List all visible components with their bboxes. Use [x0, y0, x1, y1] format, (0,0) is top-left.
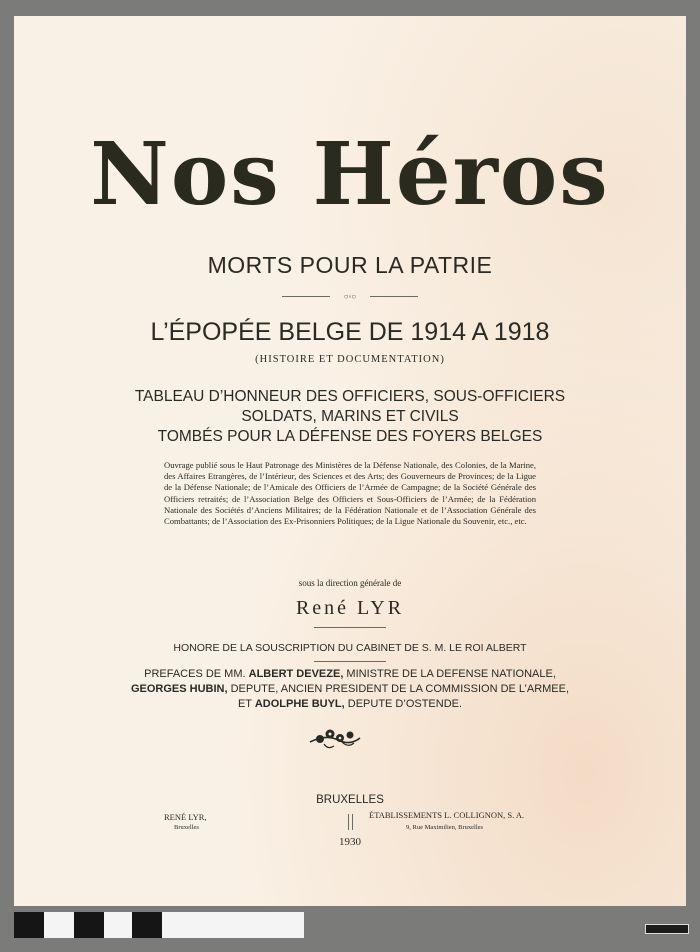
honore-text: HONORE DE LA SOUSCRIPTION DU CABINET DE S. M. LE ROI ALBERT — [173, 642, 527, 654]
honore-line — [14, 642, 686, 654]
scale-block-6 — [162, 912, 304, 938]
ornament-icon: ○◦○ — [343, 292, 357, 301]
divider-short — [314, 627, 386, 628]
tableau-line-1: TABLEAU D’HONNEUR DES OFFICIERS, SOUS-OFFICIERS — [134, 388, 566, 405]
city-bar-2 — [352, 814, 353, 830]
flower-ornament-icon — [306, 724, 364, 752]
divider-short-2 — [314, 661, 386, 662]
divider-right — [370, 296, 418, 297]
director-name: René LYR — [295, 597, 405, 619]
city-bar-1 — [348, 814, 349, 830]
preface-author-hubin: GEORGES HUBIN, — [130, 683, 228, 695]
left-city: Bruxelles — [174, 824, 199, 831]
prefaces-line-2 — [14, 683, 686, 695]
preface-author-buyl: ADOLPHE BUYL, — [254, 698, 345, 710]
epopee-heading: L’ÉPOPÉE BELGE DE 1914 A 1918 — [150, 318, 550, 346]
preface-role-hubin: DEPUTE, ANCIEN PRESIDENT DE LA COMMISSION DE L’ARMEE, — [227, 683, 570, 695]
prefaces-label: PREFACES DE MM. — [144, 668, 249, 680]
tableau-line-3: TOMBÉS POUR LA DÉFENSE DES FOYERS BELGES — [157, 428, 543, 445]
city: BRUXELLES — [316, 794, 384, 806]
year: 1930 — [339, 836, 361, 848]
scale-block-5 — [132, 912, 162, 938]
book-title: Nos Héros — [90, 124, 610, 225]
archive-tag — [645, 924, 689, 934]
right-address: 9, Rue Maximilien, Bruxelles — [406, 824, 484, 831]
preface-and: ET — [237, 698, 255, 710]
preface-author-deveze: ALBERT DEVEZE, — [248, 668, 344, 680]
prefaces-line-3 — [14, 698, 686, 710]
preface-role-buyl: DEPUTE D’OSTENDE. — [344, 698, 463, 710]
patronage-paragraph: Ouvrage publié sous le Haut Patronage des Ministères de la Défense Nationale, des Colonies, de la Marine, des Affaires Etrangères, de l’Intérieur, des Sciences et des Arts; des Gouverneurs de Provinces; de la Ligue de la Défense Nationale; de l’Amicale des Officiers de l’Armée de Campagne; de la Société Générale des Officiers retraités; de l’Association Belge des Officiers et Sous-Officiers de l’Armée; de la Fédération Nationale des Sociétés d’Anciens Militaires; de la Fédération Nationale et de l’Association Générale des Combattants; de l’Association des Ex-Prisonniers Politiques; de la Ligue Nationale du Souvenir, etc., etc. — [164, 460, 536, 527]
preface-role-deveze: MINISTRE DE LA DEFENSE NATIONALE, — [343, 668, 556, 680]
left-publisher: RENÉ LYR, — [164, 812, 207, 822]
prefaces-line-1 — [14, 668, 686, 680]
scale-block-3 — [74, 912, 104, 938]
subtitle: MORTS POUR LA PATRIE — [207, 252, 493, 278]
scale-block-4 — [104, 912, 132, 938]
tableau-line-2: SOLDATS, MARINS ET CIVILS — [241, 408, 459, 425]
scale-block-2 — [44, 912, 74, 938]
divider-left — [282, 296, 330, 297]
histoire-note: (HISTOIRE ET DOCUMENTATION) — [255, 354, 445, 365]
title-page — [14, 16, 686, 906]
scale-block-1 — [14, 912, 44, 938]
right-publisher: ÉTABLISSEMENTS L. COLLIGNON, S. A. — [369, 810, 525, 820]
direction-note: sous la direction générale de — [298, 578, 402, 588]
